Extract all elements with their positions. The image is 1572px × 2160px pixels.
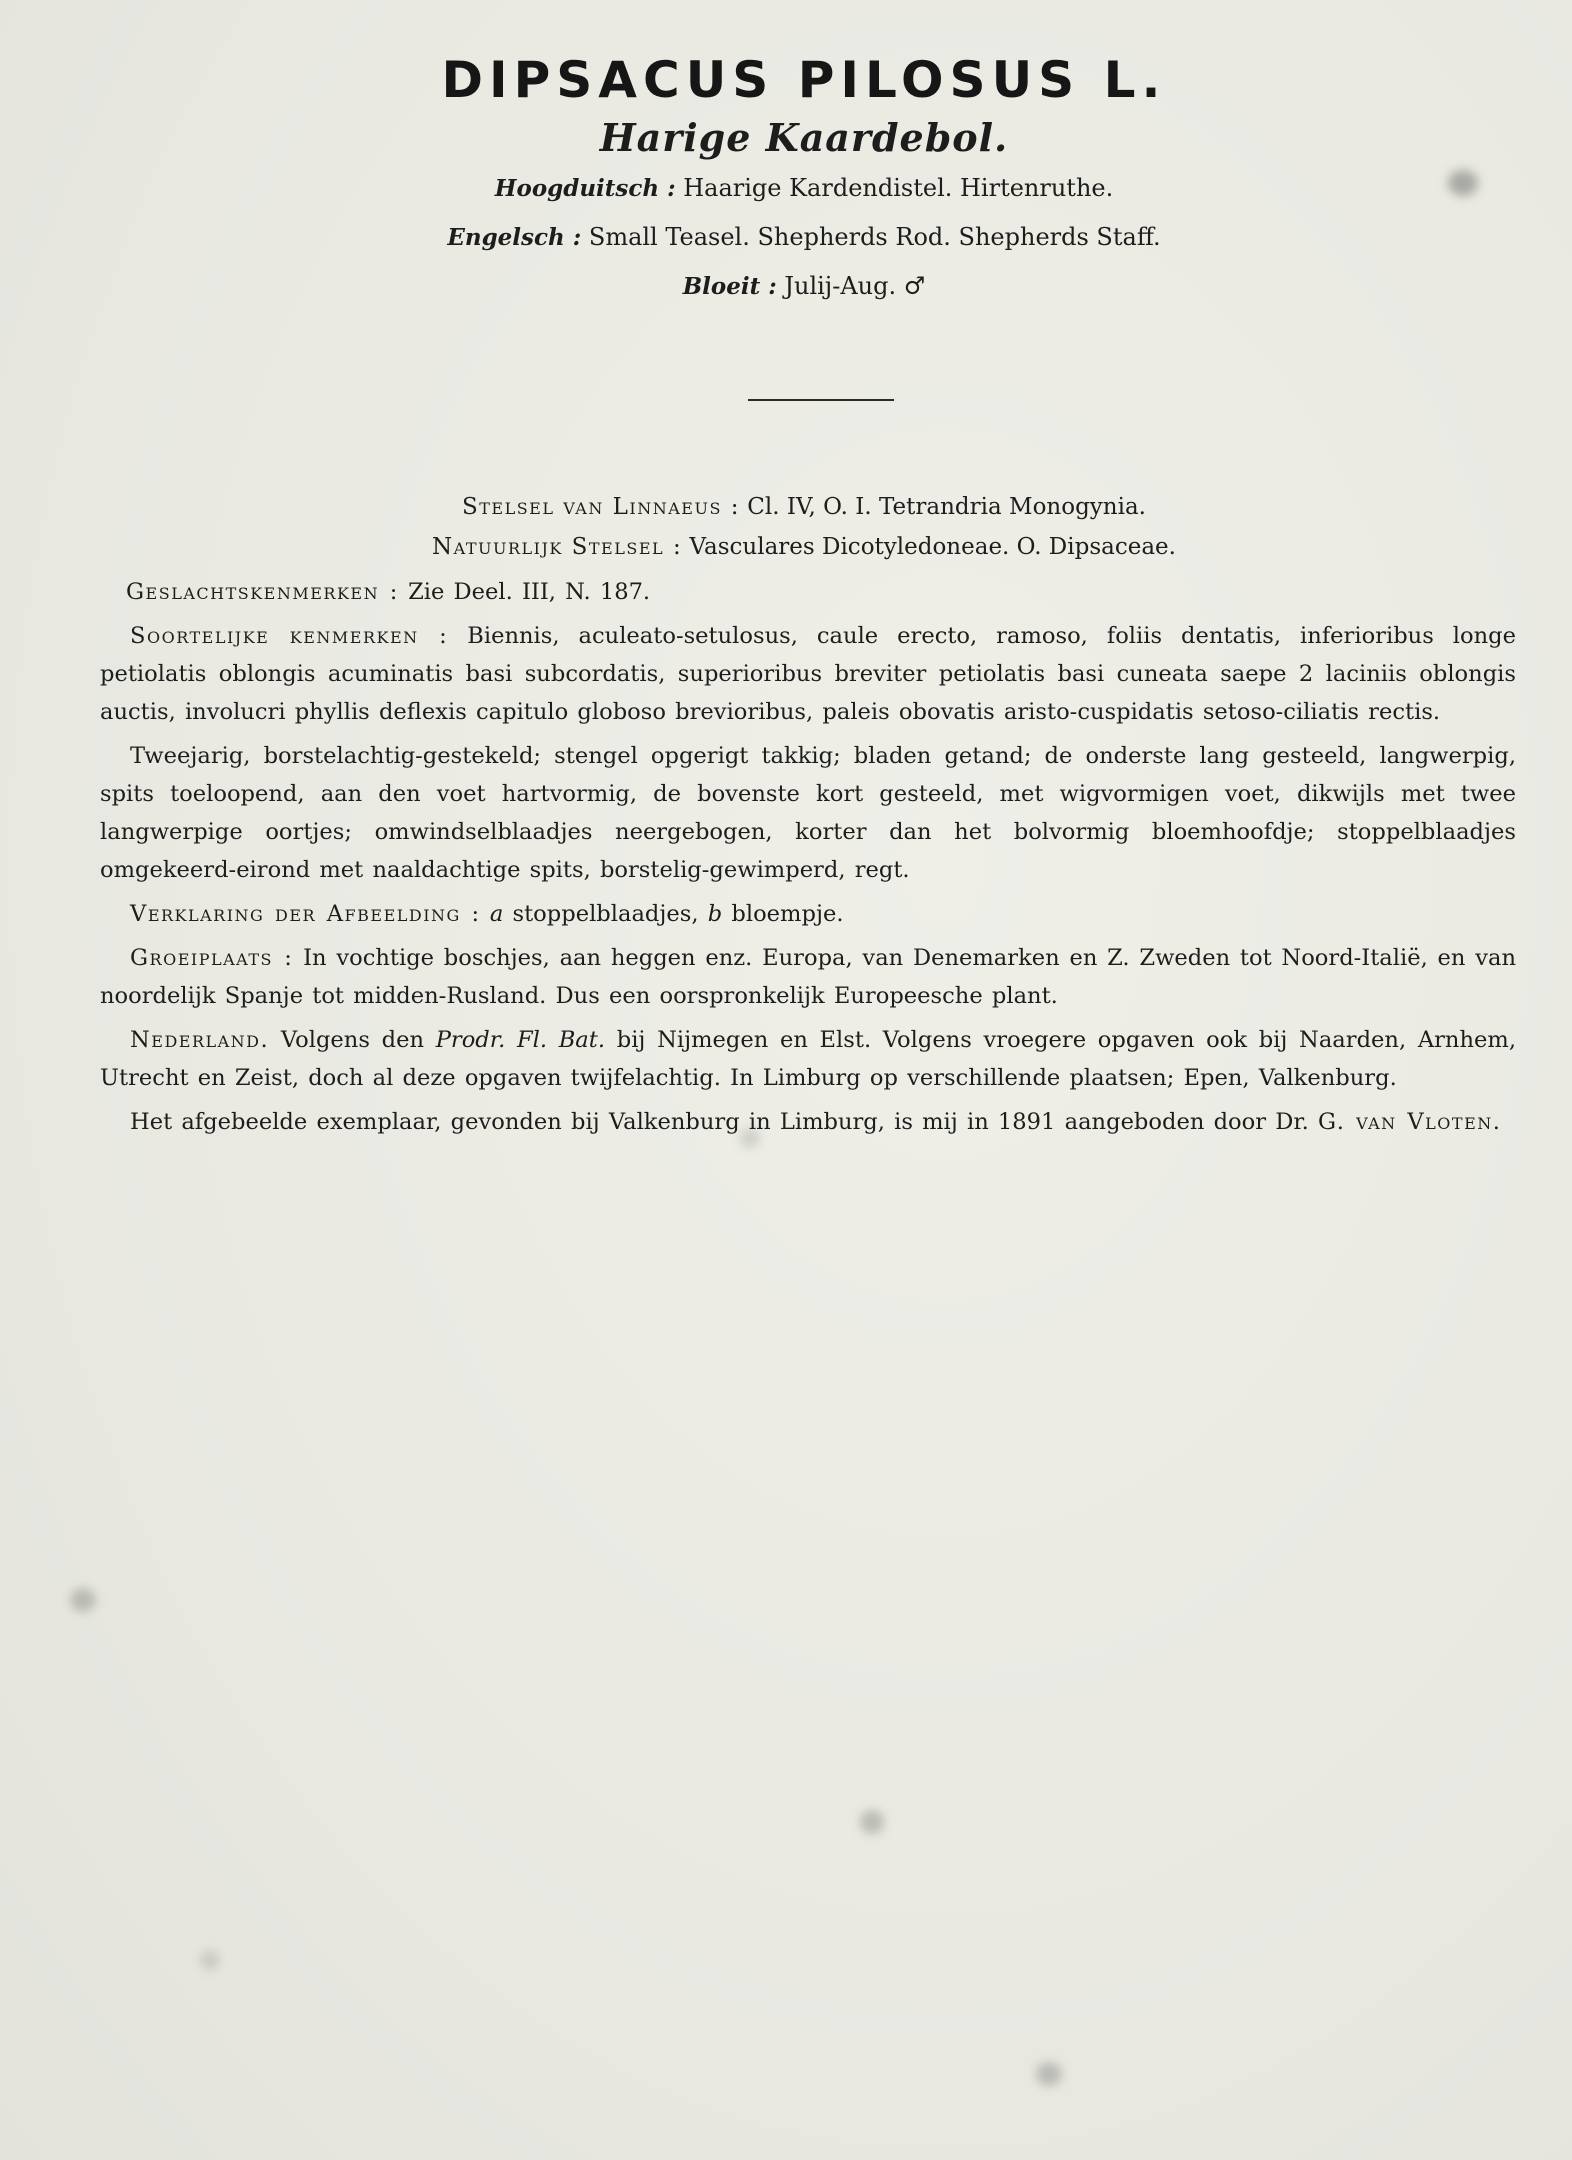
- natural-value: Vasculares Dicotyledoneae. O. Dipsaceae.: [689, 534, 1176, 560]
- english-label: Engelsch :: [447, 224, 582, 251]
- bloom-line: [0, 262, 1572, 311]
- species-dutch-paragraph: Tweejarig, borstelachtig-gestekeld; stengel opgerigt takkig; bladen getand; de onderste lang gesteeld, langwerpig, spits toeloopend, aan den voet hartvormig, de bovenste kort gesteeld, met wigvormigen voet, dikwijls met twee langwerpige oortjes; omwindselblaadjes neergebogen, korter dan het bolvormig bloemhoofdje; stoppelblaadjes omgekeerd-eirond met naaldachtige spits, borstelig-gewimperd, regt.: [100, 743, 1516, 883]
- linnaeus-value: Cl. IV, O. I. Tetrandria Monogynia.: [747, 494, 1146, 520]
- specimen-text: Het afgebeelde exemplaar, gevonden bij Valkenburg in Limburg, is mij in 1891 aangeboden door Dr.: [130, 1109, 1309, 1135]
- divider-rule: [748, 399, 894, 401]
- header: [0, 50, 1572, 311]
- german-label: Hoogduitsch :: [494, 175, 676, 202]
- linnaeus-system-line: [0, 490, 1572, 524]
- paper-stain: [70, 1588, 96, 1612]
- paper-stain: [860, 1810, 884, 1834]
- specimen-paragraph: [100, 1103, 1516, 1141]
- german-names-line: [0, 164, 1572, 213]
- habitat-label: Groeiplaats :: [130, 945, 294, 971]
- linnaeus-label: Stelsel van Linnaeus :: [461, 494, 740, 520]
- natural-system-line: [0, 530, 1572, 564]
- netherlands-paragraph: [100, 1021, 1516, 1097]
- explanation-letter-a: a: [489, 901, 504, 927]
- habitat-paragraph: [100, 939, 1516, 1015]
- species-label: Soortelijke kenmerken :: [130, 623, 449, 649]
- bloom-months: Julij-Aug.: [784, 272, 897, 300]
- explanation-text-b: bloempje.: [731, 901, 844, 927]
- species-latin-paragraph: [100, 617, 1516, 731]
- explanation-text-a: stoppelblaadjes,: [512, 901, 699, 927]
- species-latin: Biennis, aculeato-setulosus, caule erecto, ramoso, foliis dentatis, inferioribus longe petiolatis oblongis acuminatis basi subcordatis, superioribus breviter petiolatis basi cuneata saepe 2 laciniis oblongis auctis, involucri phyllis deflexis capitulo globoso brevioribus, paleis obovatis aristo-cuspidatis setoso-ciliatis rectis.: [100, 623, 1516, 725]
- paper-stain: [1036, 2062, 1062, 2086]
- explanation-label: Verklaring der Afbeelding :: [130, 901, 481, 927]
- german-names: Haarige Kardendistel. Hirtenruthe.: [683, 174, 1114, 202]
- explanation-paragraph: [100, 895, 1516, 933]
- page-title: DIPSACUS PILOSUS L.: [441, 51, 1167, 109]
- genus-paragraph: [100, 573, 1516, 611]
- genus-value: Zie Deel. III, N. 187.: [408, 579, 651, 605]
- biennial-symbol: ♂: [903, 272, 926, 300]
- common-name: Harige Kaardebol.: [599, 115, 1009, 160]
- explanation-letter-b: b: [707, 901, 723, 927]
- description-body: [100, 573, 1516, 1147]
- netherlands-source: Prodr. Fl. Bat.: [435, 1027, 606, 1053]
- netherlands-label: Nederland.: [130, 1027, 270, 1053]
- english-names-line: [0, 213, 1572, 262]
- netherlands-text-before: Volgens den: [280, 1027, 425, 1053]
- paper-stain: [200, 1950, 220, 1970]
- genus-label: Geslachtskenmerken :: [126, 579, 399, 605]
- specimen-donor: G. van Vloten.: [1318, 1109, 1502, 1135]
- netherlands-text-after: bij Nijmegen en Elst. Volgens vroegere opgaven ook bij Naarden, Arnhem, Utrecht en Zeist, doch al deze opgaven twijfelachtig. In Limburg op verschillende plaatsen; Epen, Valkenburg.: [100, 1027, 1517, 1091]
- english-names: Small Teasel. Shepherds Rod. Shepherds Staff.: [588, 223, 1161, 251]
- natural-label: Natuurlijk Stelsel :: [432, 534, 683, 560]
- bloom-label: Bloeit :: [682, 273, 777, 300]
- habitat-text: In vochtige boschjes, aan heggen enz. Europa, van Denemarken en Z. Zweden tot Noord-Italië, en van noordelijk Spanje tot midden-Rusland. Dus een oorspronkelijk Europeesche plant.: [100, 945, 1517, 1009]
